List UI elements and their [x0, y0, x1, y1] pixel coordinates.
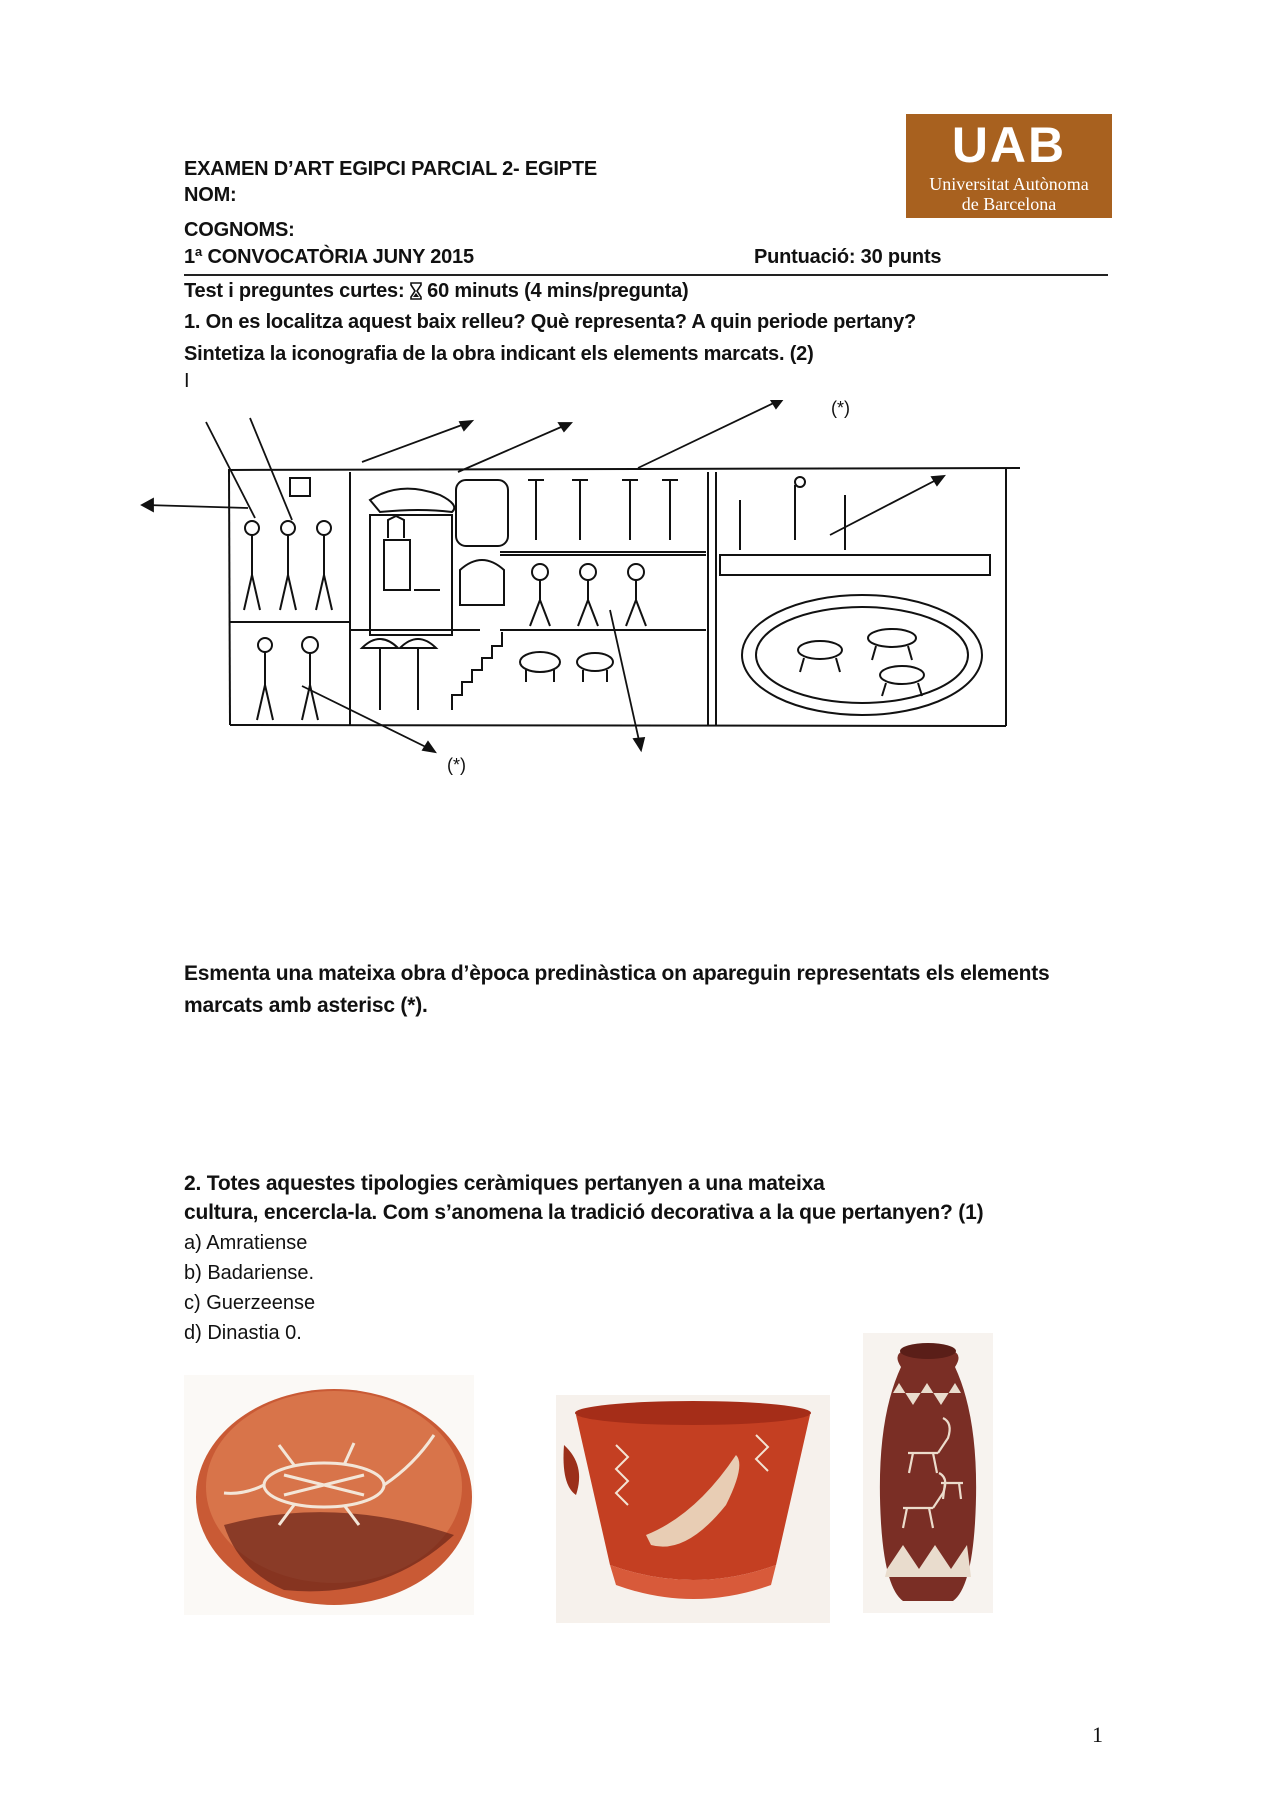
test-line: [184, 279, 688, 304]
shrine: [460, 560, 504, 605]
q1-followup-line-2: marcats amb asterisc (*).: [184, 994, 428, 1017]
option-a[interactable]: a) Amratiense: [184, 1232, 308, 1254]
page-number: 1: [1092, 1722, 1103, 1747]
asterisk-bottom: (*): [447, 755, 466, 775]
animal-enclosure: [742, 595, 982, 715]
vase-photo: [863, 1333, 993, 1613]
heron-figure: [795, 477, 805, 540]
option-b[interactable]: b) Badariense.: [184, 1262, 315, 1284]
falcon-bird: [370, 489, 454, 512]
beaker-photo: [556, 1395, 830, 1623]
bowl-photo: [184, 1375, 474, 1615]
logo-mark: UAB: [951, 117, 1067, 173]
logo-line-2: de Barcelona: [961, 194, 1057, 214]
relief-bottom-edge: [230, 725, 1006, 726]
procession-figures-left: [244, 521, 332, 610]
cognoms-label: COGNOMS:: [184, 219, 295, 241]
platform: [720, 555, 990, 575]
standards-upper: [528, 480, 678, 540]
convocatoria-label: 1ª CONVOCATÒRIA JUNY 2015: [184, 246, 474, 268]
q2-line-2: cultura, encercla-la. Com s’anomena la tradició decorativa a la que pertanyen? (1): [184, 1201, 984, 1224]
hieroglyph-box: [290, 478, 310, 496]
staircase: [452, 632, 502, 710]
relief-drawing: [140, 400, 1080, 780]
animals-register: [520, 652, 613, 682]
q1-line-2: Sintetiza la iconografia de la obra indicant els elements marcats. (2): [184, 343, 814, 365]
q1-followup-line-1: Esmenta una mateixa obra d’època predinàstica on apareguin representats els elements: [184, 962, 1050, 985]
figures-lower-left: [257, 637, 318, 720]
puntuacio-label: Puntuació: 30 punts: [754, 246, 942, 268]
enthroned-king: [384, 516, 440, 590]
relief-top-edge: [228, 468, 1020, 470]
nom-label: NOM:: [184, 184, 237, 206]
q2-line-1: 2. Totes aquestes tipologies ceràmiques pertanyen a una mateixa: [184, 1172, 825, 1195]
test-line-before: Test i preguntes curtes:: [184, 280, 410, 302]
test-line-after: 60 minuts (4 mins/pregunta): [421, 280, 689, 302]
option-c[interactable]: c) Guerzeense: [184, 1292, 316, 1314]
header-divider: [184, 274, 1108, 276]
logo-line-1: Universitat Autònoma: [929, 174, 1089, 194]
exam-title: EXAMEN D’ART EGIPCI PARCIAL 2- EGIPTE: [184, 158, 598, 180]
name-cartouche: [456, 480, 508, 546]
option-d[interactable]: d) Dinastia 0.: [184, 1322, 302, 1344]
text-cursor: I: [184, 370, 190, 392]
parasol-1: [362, 639, 398, 648]
hourglass-icon: [410, 282, 422, 300]
enclosure-animals: [798, 629, 924, 696]
uab-logo: [906, 114, 1112, 218]
q1-line-1: 1. On es localitza aquest baix relleu? Què representa? A quin periode pertany?: [184, 311, 917, 333]
parasol-2: [400, 639, 436, 648]
procession-figures-right: [530, 564, 646, 626]
asterisk-top: (*): [831, 398, 850, 418]
